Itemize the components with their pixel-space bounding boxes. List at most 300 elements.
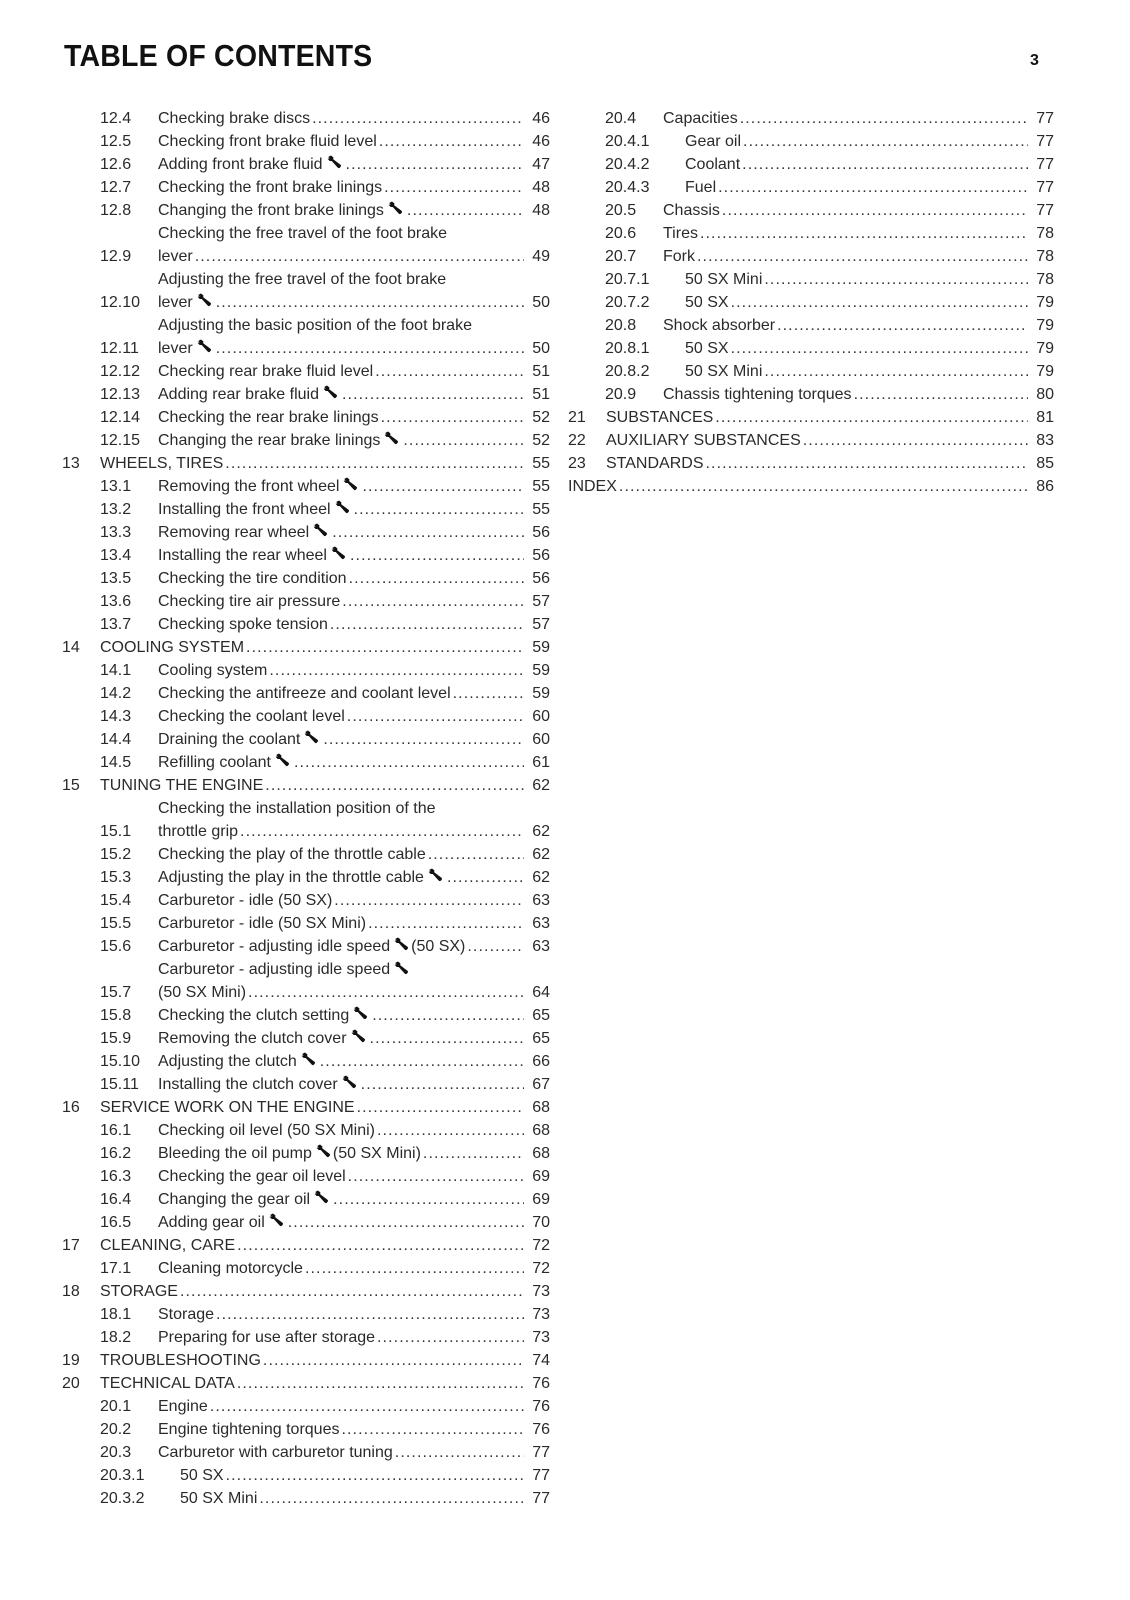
dot-leader — [341, 1418, 524, 1441]
toc-entry-title — [100, 452, 528, 475]
toc-entry[interactable] — [568, 429, 1054, 452]
toc-entry-title — [158, 544, 528, 567]
toc-entry[interactable] — [62, 199, 550, 222]
toc-entry-page: 60 — [532, 708, 550, 725]
toc-entry-title-line: SERVICE WORK ON THE ENGINE — [100, 1099, 355, 1116]
toc-entry-title — [158, 1441, 528, 1464]
toc-entry-number: 20.3.2 — [100, 1490, 145, 1507]
toc-entry[interactable] — [62, 1280, 550, 1303]
toc-entry-number: 20 — [62, 1375, 80, 1392]
toc-entry[interactable] — [62, 268, 550, 314]
toc-entry[interactable] — [62, 107, 550, 130]
toc-entry-page: 50 — [532, 340, 550, 357]
dot-leader — [259, 1487, 524, 1510]
toc-entry-number: 18 — [62, 1283, 80, 1300]
toc-entry-title-line: Checking the rear brake linings — [158, 409, 379, 426]
toc-entry-page: 52 — [532, 409, 550, 426]
toc-entry-title-line: Changing the front brake linings — [158, 202, 384, 219]
dot-leader — [332, 521, 524, 544]
dot-leader — [803, 429, 1028, 452]
toc-entry-page: 77 — [1036, 202, 1054, 219]
toc-entry[interactable] — [568, 314, 1054, 337]
toc-entry[interactable] — [62, 751, 550, 774]
toc-entry-page: 55 — [532, 455, 550, 472]
toc-entry-title-line: Changing the gear oil — [158, 1191, 311, 1208]
toc-entry-title — [100, 1372, 528, 1395]
toc-entry-page: 55 — [532, 478, 550, 495]
toc-entry-number: 13.1 — [100, 478, 132, 495]
toc-entry-page: 76 — [532, 1375, 550, 1392]
wrench-icon — [197, 339, 212, 353]
toc-entry-title-line: Checking the free travel of the foot brake — [158, 225, 448, 242]
toc-entry-title — [158, 843, 528, 866]
toc-entry-title-line: Adding front brake fluid — [158, 156, 323, 173]
toc-entry-page: 46 — [532, 110, 550, 127]
toc-entry-title — [158, 1119, 528, 1142]
page-number: 3 — [1030, 52, 1039, 69]
toc-entry-number: 15.2 — [100, 846, 132, 863]
wrench-icon — [327, 155, 342, 169]
toc-entry-page: 79 — [1036, 340, 1054, 357]
page-title: TABLE OF CONTENTS — [64, 38, 373, 73]
toc-entry-number: 16 — [62, 1099, 80, 1116]
dot-leader — [323, 728, 524, 751]
toc-entry-page: 47 — [532, 156, 550, 173]
toc-entry-title-line: Checking the coolant level — [158, 708, 345, 725]
dot-leader — [361, 1073, 524, 1096]
toc-entry[interactable] — [62, 498, 550, 521]
toc-entry-title-line: 50 SX — [180, 1467, 224, 1484]
toc-entry-number: 15.7 — [100, 984, 132, 1001]
toc-entry[interactable] — [568, 475, 1054, 498]
toc-entry[interactable] — [62, 866, 550, 889]
toc-entry-number: 21 — [568, 409, 586, 426]
toc-entry-number: 20.7.2 — [605, 294, 650, 311]
toc-entry-title-line: INDEX — [568, 478, 617, 495]
toc-entry[interactable] — [62, 1487, 550, 1510]
toc-entry-title — [158, 958, 528, 1004]
dot-leader — [265, 774, 524, 797]
toc-entry-number: 20.4.3 — [605, 179, 650, 196]
toc-entry[interactable] — [62, 682, 550, 705]
toc-entry-number: 12.10 — [100, 294, 141, 311]
toc-entry-page: 62 — [532, 846, 550, 863]
toc-entry-number: 12.6 — [100, 156, 132, 173]
toc-entry-title-line: (50 SX Mini) — [158, 984, 247, 1001]
dot-leader — [372, 1004, 524, 1027]
toc-entry[interactable] — [62, 1326, 550, 1349]
wrench-icon — [384, 431, 399, 445]
toc-entry[interactable] — [62, 153, 550, 176]
toc-entry-title-line: TECHNICAL DATA — [100, 1375, 235, 1392]
toc-entry-number: 13 — [62, 455, 80, 472]
toc-entry-page: 68 — [532, 1122, 550, 1139]
dot-leader — [619, 475, 1028, 498]
toc-entry-title — [158, 751, 528, 774]
dot-leader — [706, 452, 1029, 475]
toc-entry[interactable] — [568, 107, 1054, 130]
toc-entry[interactable] — [62, 774, 550, 797]
toc-entry-title-line: Carburetor - adjusting idle speed — [158, 938, 391, 955]
toc-entry-title-line: 50 SX Mini — [180, 1490, 258, 1507]
toc-entry-suffix: (50 SX) — [411, 938, 466, 955]
toc-entry-title-line: 50 SX — [685, 294, 729, 311]
toc-entry[interactable] — [62, 360, 550, 383]
wrench-icon — [394, 961, 409, 975]
toc-entry-title-line: Checking the installation position of the — [158, 800, 436, 817]
toc-entry-page: 77 — [532, 1490, 550, 1507]
toc-entry-title — [663, 314, 1032, 337]
toc-entry-page: 73 — [532, 1329, 550, 1346]
toc-entry-number: 20.6 — [605, 225, 637, 242]
toc-entry-title — [158, 590, 528, 613]
dot-leader — [354, 498, 524, 521]
dot-leader — [370, 1027, 524, 1050]
toc-entry-page: 78 — [1036, 271, 1054, 288]
toc-entry-title — [158, 912, 528, 935]
toc-entry-number: 14.3 — [100, 708, 132, 725]
toc-left-column — [62, 107, 550, 1510]
toc-entry-page: 48 — [532, 179, 550, 196]
toc-entry-title — [158, 1188, 528, 1211]
toc-entry-page: 69 — [532, 1191, 550, 1208]
dot-leader — [237, 1372, 524, 1395]
toc-entry-page: 70 — [532, 1214, 550, 1231]
toc-entry[interactable] — [62, 1142, 550, 1165]
dot-leader — [731, 291, 1028, 314]
toc-entry-title-line: AUXILIARY SUBSTANCES — [606, 432, 801, 449]
toc-entry-page: 48 — [532, 202, 550, 219]
toc-entry-title — [685, 337, 1032, 360]
toc-entry-title-line: Checking the gear oil level — [158, 1168, 346, 1185]
toc-entry-page: 57 — [532, 593, 550, 610]
dot-leader — [305, 1257, 524, 1280]
toc-entry-title — [158, 153, 528, 176]
toc-entry-title — [158, 866, 528, 889]
toc-entry-title — [158, 682, 528, 705]
toc-entry[interactable] — [62, 935, 550, 958]
toc-entry-title-line: Carburetor - idle (50 SX) — [158, 892, 333, 909]
toc-entry-title — [685, 291, 1032, 314]
toc-entry-title-line: 50 SX Mini — [685, 271, 763, 288]
toc-entry-number: 20.5 — [605, 202, 637, 219]
toc-entry[interactable] — [568, 291, 1054, 314]
toc-entry[interactable] — [62, 1004, 550, 1027]
toc-entry[interactable] — [62, 636, 550, 659]
wrench-icon — [351, 1029, 366, 1043]
toc-entry-title-line: Engine — [158, 1398, 208, 1415]
dot-leader — [263, 1349, 524, 1372]
dot-leader — [195, 245, 524, 268]
toc-entry-title — [180, 1464, 528, 1487]
toc-entry-number: 12.14 — [100, 409, 141, 426]
dot-leader — [742, 153, 1028, 176]
toc-entry[interactable] — [568, 452, 1054, 475]
wrench-icon — [331, 546, 346, 560]
toc-entry[interactable] — [568, 245, 1054, 268]
toc-entry[interactable] — [62, 314, 550, 360]
toc-entry-title-line: throttle grip — [158, 823, 239, 840]
dot-leader — [226, 1464, 524, 1487]
toc-entry[interactable] — [62, 429, 550, 452]
toc-entry-title — [158, 521, 528, 544]
toc-entry[interactable] — [568, 268, 1054, 291]
toc-entry[interactable] — [62, 1372, 550, 1395]
toc-entry-title-line: Preparing for use after storage — [158, 1329, 376, 1346]
toc-entry[interactable] — [62, 1441, 550, 1464]
dot-leader — [334, 889, 524, 912]
toc-entry[interactable] — [62, 1188, 550, 1211]
toc-entry-number: 12.7 — [100, 179, 132, 196]
toc-entry-title-line: Storage — [158, 1306, 215, 1323]
dot-leader — [248, 981, 524, 1004]
toc-entry-page: 72 — [532, 1260, 550, 1277]
toc-entry[interactable] — [62, 1096, 550, 1119]
dot-leader — [375, 360, 524, 383]
toc-entry-page: 86 — [1036, 478, 1054, 495]
toc-entry-title-line: SUBSTANCES — [606, 409, 714, 426]
toc-entry-title-line: WHEELS, TIRES — [100, 455, 224, 472]
dot-leader — [237, 1234, 524, 1257]
toc-entry-title — [158, 406, 528, 429]
toc-entry-title-line: Checking tire air pressure — [158, 593, 341, 610]
toc-entry-title — [158, 935, 528, 958]
toc-entry-title — [606, 452, 1032, 475]
toc-entry[interactable] — [62, 1464, 550, 1487]
toc-entry-page: 56 — [532, 547, 550, 564]
toc-entry-page: 60 — [532, 731, 550, 748]
toc-entry-title-line: Removing the clutch cover — [158, 1030, 347, 1047]
toc-entry-page: 77 — [532, 1467, 550, 1484]
dot-leader — [246, 636, 524, 659]
toc-entry-title-line: TUNING THE ENGINE — [100, 777, 264, 794]
toc-entry[interactable] — [62, 1050, 550, 1073]
toc-entry[interactable] — [568, 222, 1054, 245]
dot-leader — [216, 337, 524, 360]
toc-entry-number: 12.9 — [100, 248, 132, 265]
toc-entry-page: 77 — [532, 1444, 550, 1461]
toc-entry[interactable] — [568, 153, 1054, 176]
dot-leader — [288, 1211, 524, 1234]
toc-entry[interactable] — [62, 130, 550, 153]
wrench-icon — [316, 1144, 331, 1158]
toc-entry-number: 12.5 — [100, 133, 132, 150]
dot-leader — [342, 590, 524, 613]
toc-entry[interactable] — [62, 521, 550, 544]
toc-entry[interactable] — [62, 475, 550, 498]
toc-entry[interactable] — [62, 452, 550, 475]
dot-leader — [423, 1142, 524, 1165]
toc-entry[interactable] — [62, 1234, 550, 1257]
toc-entry-title-line: Removing the front wheel — [158, 478, 340, 495]
toc-right-column — [568, 107, 1054, 498]
toc-entry-number: 20.3.1 — [100, 1467, 145, 1484]
toc-entry-number: 16.2 — [100, 1145, 132, 1162]
toc-entry[interactable] — [62, 567, 550, 590]
toc-entry-number: 14.4 — [100, 731, 132, 748]
toc-entry-title — [685, 176, 1032, 199]
toc-entry-title — [158, 475, 528, 498]
toc-entry-number: 15.6 — [100, 938, 132, 955]
dot-leader — [403, 429, 524, 452]
toc-entry[interactable] — [568, 383, 1054, 406]
toc-entry-title-line: Adjusting the basic position of the foot brake — [158, 317, 472, 334]
toc-entry-page: 56 — [532, 570, 550, 587]
toc-entry-title-line: Checking oil level (50 SX Mini) — [158, 1122, 375, 1139]
toc-entry[interactable] — [568, 406, 1054, 429]
toc-entry[interactable] — [62, 705, 550, 728]
dot-leader — [384, 176, 524, 199]
toc-entry[interactable] — [62, 889, 550, 912]
dot-leader — [216, 1303, 524, 1326]
toc-entry-title-line: Checking the antifreeze and coolant level — [158, 685, 451, 702]
toc-entry-number: 12.13 — [100, 386, 141, 403]
toc-entry-title-line: STANDARDS — [606, 455, 704, 472]
toc-entry[interactable] — [62, 383, 550, 406]
toc-entry[interactable] — [62, 613, 550, 636]
toc-entry-title — [100, 1280, 528, 1303]
wrench-icon — [428, 868, 443, 882]
toc-entry-title-line: Fuel — [685, 179, 717, 196]
toc-entry-title-line: Checking the clutch setting — [158, 1007, 350, 1024]
toc-entry-page: 65 — [532, 1007, 550, 1024]
toc-entry[interactable] — [62, 1211, 550, 1234]
toc-entry-title — [158, 176, 528, 199]
toc-entry[interactable] — [62, 728, 550, 751]
toc-entry-page: 77 — [1036, 179, 1054, 196]
toc-entry-number: 14.2 — [100, 685, 132, 702]
dot-leader — [740, 107, 1028, 130]
toc-entry[interactable] — [62, 1165, 550, 1188]
toc-entry-number: 12.11 — [100, 340, 139, 357]
dot-leader — [697, 245, 1028, 268]
toc-entry-title-line: lever — [158, 248, 193, 265]
toc-entry-number: 16.3 — [100, 1168, 132, 1185]
toc-entry-number: 22 — [568, 432, 586, 449]
toc-entry-number: 20.1 — [100, 1398, 132, 1415]
dot-leader — [731, 337, 1028, 360]
toc-entry[interactable] — [62, 843, 550, 866]
toc-entry-page: 68 — [532, 1099, 550, 1116]
toc-entry-number: 23 — [568, 455, 586, 472]
toc-entry-page: 72 — [532, 1237, 550, 1254]
toc-entry-number: 17.1 — [100, 1260, 132, 1277]
toc-entry-number: 13.2 — [100, 501, 132, 518]
toc-entry[interactable] — [568, 337, 1054, 360]
toc-entry-page: 78 — [1036, 248, 1054, 265]
toc-entry-number: 12.15 — [100, 432, 141, 449]
toc-entry[interactable] — [62, 406, 550, 429]
toc-entry-title — [158, 130, 528, 153]
toc-entry[interactable] — [62, 176, 550, 199]
toc-entry[interactable] — [568, 199, 1054, 222]
toc-entry-title — [158, 659, 528, 682]
toc-entry[interactable] — [62, 1257, 550, 1280]
toc-entry-title-line: Carburetor - idle (50 SX Mini) — [158, 915, 367, 932]
toc-entry[interactable] — [568, 360, 1054, 383]
toc-entry-number: 14.1 — [100, 662, 132, 679]
toc-entry-title — [158, 429, 528, 452]
toc-entry-page: 62 — [532, 869, 550, 886]
toc-entry[interactable] — [62, 797, 550, 843]
toc-entry[interactable] — [62, 544, 550, 567]
toc-entry[interactable] — [62, 1119, 550, 1142]
toc-entry-title-line: TROUBLESHOOTING — [100, 1352, 261, 1369]
dot-leader — [854, 383, 1028, 406]
toc-entry-title — [158, 1211, 528, 1234]
toc-entry-page: 51 — [532, 363, 550, 380]
toc-entry-title — [685, 360, 1032, 383]
dot-leader — [777, 314, 1028, 337]
wrench-icon — [342, 1075, 357, 1089]
toc-entry-number: 20.7 — [605, 248, 637, 265]
toc-entry[interactable] — [62, 659, 550, 682]
toc-entry-title-line: Checking spoke tension — [158, 616, 328, 633]
dot-leader — [368, 912, 524, 935]
toc-entry-page: 81 — [1036, 409, 1054, 426]
toc-entry[interactable] — [568, 176, 1054, 199]
dot-leader — [764, 268, 1028, 291]
toc-entry-page: 59 — [532, 662, 550, 679]
dot-leader — [715, 406, 1028, 429]
toc-entry-title — [158, 567, 528, 590]
toc-entry-number: 20.9 — [605, 386, 637, 403]
wrench-icon — [301, 1052, 316, 1066]
toc-entry[interactable] — [62, 1395, 550, 1418]
toc-entry[interactable] — [62, 912, 550, 935]
toc-entry-title-line: Cleaning motorcycle — [158, 1260, 303, 1277]
toc-entry-title-line: Tires — [663, 225, 698, 242]
toc-entry-title-line: lever — [158, 294, 193, 311]
dot-leader — [269, 659, 524, 682]
toc-entry-number: 15.3 — [100, 869, 132, 886]
toc-entry-title-line: Adding gear oil — [158, 1214, 265, 1231]
toc-entry-number: 13.4 — [100, 547, 132, 564]
toc-entry-title — [100, 1096, 528, 1119]
toc-entry-number: 20.4.2 — [605, 156, 650, 173]
toc-entry-title-line: Checking the tire condition — [158, 570, 347, 587]
toc-entry[interactable] — [62, 590, 550, 613]
dot-leader — [347, 705, 524, 728]
toc-entry[interactable] — [62, 1349, 550, 1372]
toc-entry-title — [158, 1142, 528, 1165]
toc-entry-page: 77 — [1036, 133, 1054, 150]
toc-entry[interactable] — [62, 958, 550, 1004]
toc-entry-title — [158, 199, 528, 222]
toc-entry-title — [158, 1395, 528, 1418]
toc-entry[interactable] — [62, 1027, 550, 1050]
toc-entry[interactable] — [568, 130, 1054, 153]
dot-leader — [764, 360, 1028, 383]
toc-entry[interactable] — [62, 1418, 550, 1441]
toc-entry[interactable] — [62, 1303, 550, 1326]
toc-entry[interactable] — [62, 1073, 550, 1096]
toc-entry-title-line: Carburetor - adjusting idle speed — [158, 958, 528, 981]
toc-entry-title-line: Installing the clutch cover — [158, 1076, 338, 1093]
toc-entry-title-line: Shock absorber — [663, 317, 776, 334]
toc-entry-page: 51 — [532, 386, 550, 403]
toc-entry-title-line: lever — [158, 340, 193, 357]
toc-entry-title-line: Engine tightening torques — [158, 1421, 340, 1438]
toc-entry[interactable] — [62, 222, 550, 268]
toc-entry-title — [158, 1257, 528, 1280]
toc-entry-page: 73 — [532, 1306, 550, 1323]
toc-entry-title — [158, 1050, 528, 1073]
toc-entry-number: 13.6 — [100, 593, 132, 610]
toc-entry-page: 57 — [532, 616, 550, 633]
toc-entry-title-line: Adjusting the clutch — [158, 1053, 297, 1070]
toc-entry-title — [606, 406, 1032, 429]
